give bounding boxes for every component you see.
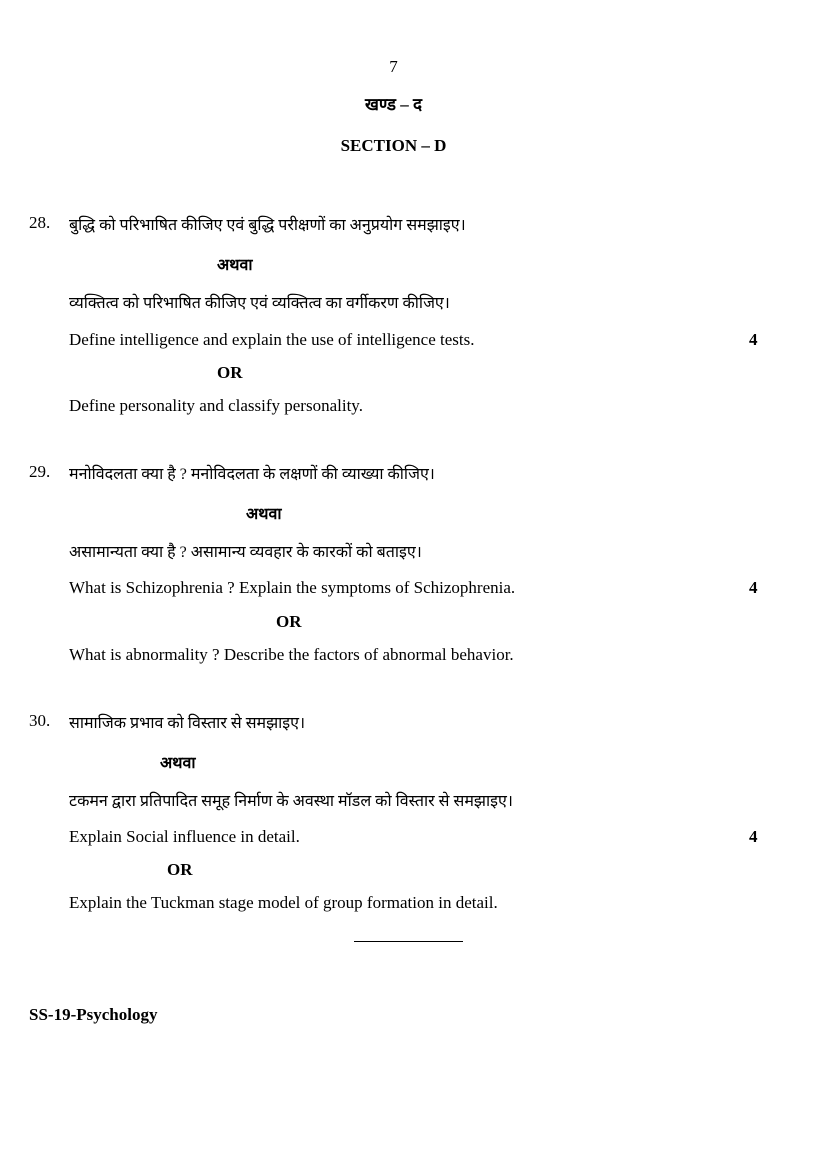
end-rule bbox=[354, 941, 463, 942]
question-number: 30. bbox=[29, 711, 51, 730]
marks: 4 bbox=[749, 578, 758, 597]
question-hindi-text: मनोविदलता क्या है ? मनोविदलता के लक्षणों की व्याख्या कीजिए। bbox=[69, 466, 435, 483]
question-english-text: What is Schizophrenia ? Explain the symptoms of Schizophrenia. bbox=[69, 578, 516, 597]
or-hindi-label: अथवा bbox=[217, 257, 253, 274]
alternative-english-text: Define personality and classify personality. bbox=[69, 396, 363, 415]
alternative-hindi-text: टकमन द्वारा प्रतिपादित समूह निर्माण के अवस्था मॉडल को विस्तार से समझाइए। bbox=[69, 793, 513, 810]
alternative-english-text: Explain the Tuckman stage model of group formation in detail. bbox=[69, 893, 498, 912]
or-hindi-label: अथवा bbox=[160, 755, 196, 772]
marks: 4 bbox=[749, 827, 758, 846]
or-english-label: OR bbox=[167, 860, 193, 879]
alternative-hindi-text: असामान्यता क्या है ? असामान्य व्यवहार के कारकों को बताइए। bbox=[69, 544, 422, 561]
or-hindi-label: अथवा bbox=[246, 506, 282, 523]
footer-code: SS-19-Psychology bbox=[29, 1005, 158, 1024]
section-title-hindi: खण्ड – द bbox=[364, 95, 423, 114]
marks: 4 bbox=[749, 330, 758, 349]
question-hindi-text: बुद्धि को परिभाषित कीजिए एवं बुद्धि परीक्षणों का अनुप्रयोग समझाइए। bbox=[69, 217, 466, 234]
alternative-hindi-text: व्यक्तित्व को परिभाषित कीजिए एवं व्यक्तित्व का वर्गीकरण कीजिए। bbox=[69, 295, 450, 312]
or-english-label: OR bbox=[276, 612, 302, 631]
question-hindi-text: सामाजिक प्रभाव को विस्तार से समझाइए। bbox=[69, 715, 306, 732]
question-english-text: Define intelligence and explain the use of intelligence tests. bbox=[69, 330, 475, 349]
section-title-english: SECTION – D bbox=[340, 136, 447, 155]
alternative-english-text: What is abnormality ? Describe the factors of abnormal behavior. bbox=[69, 645, 514, 664]
or-english-label: OR bbox=[217, 363, 243, 382]
question-english-text: Explain Social influence in detail. bbox=[69, 827, 300, 846]
page-number: 7 bbox=[389, 57, 398, 76]
question-number: 29. bbox=[29, 462, 51, 481]
question-number: 28. bbox=[29, 213, 51, 232]
